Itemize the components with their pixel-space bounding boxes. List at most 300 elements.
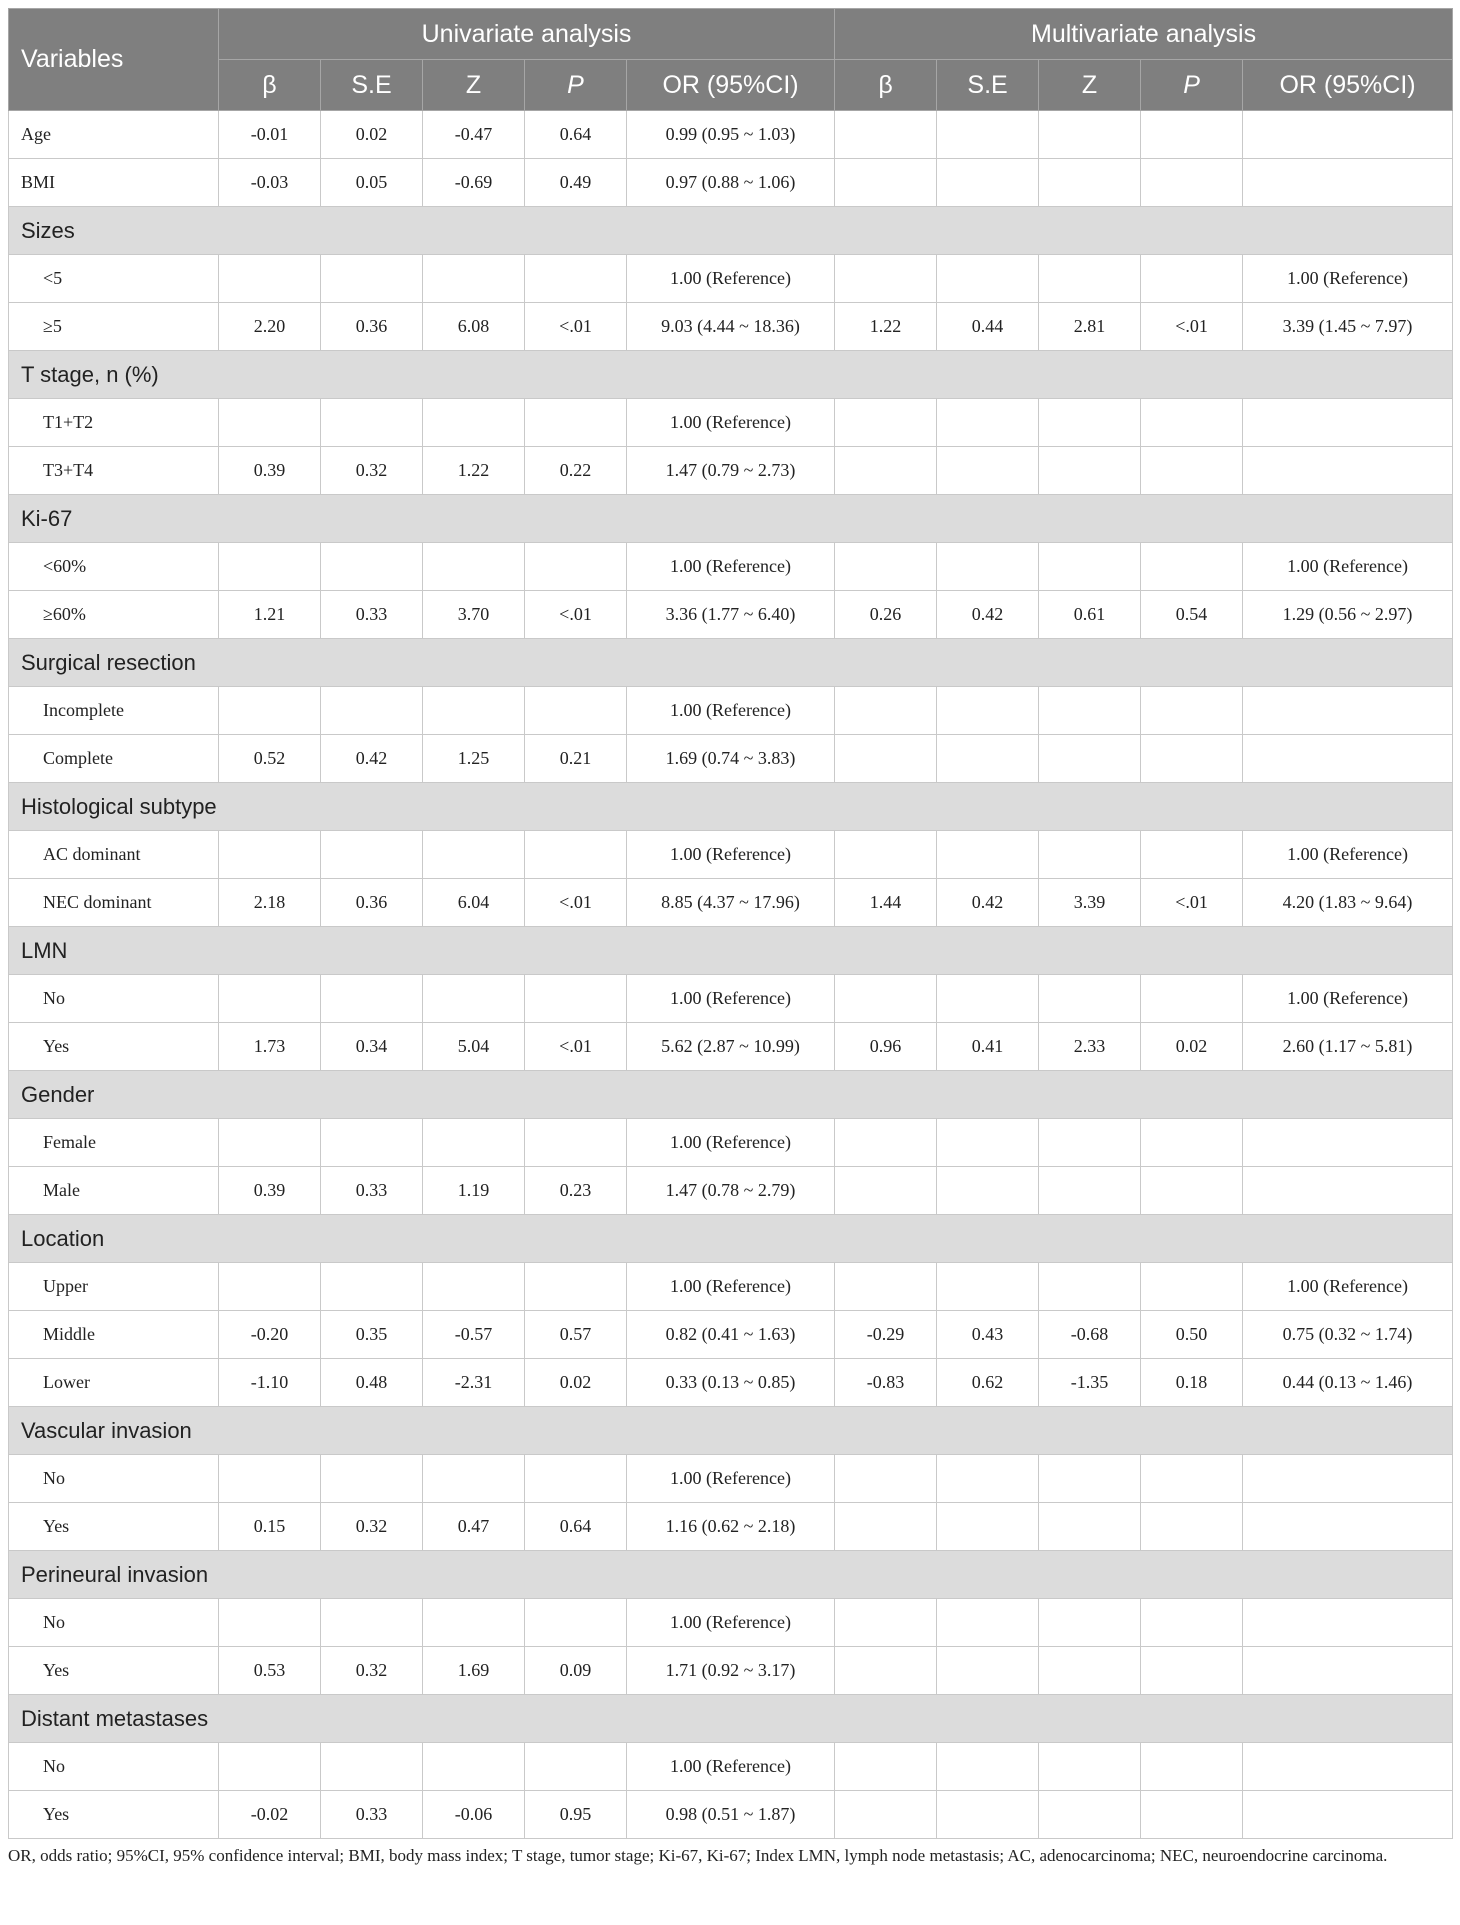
uni-beta-cell	[219, 687, 321, 735]
multi-z-cell	[1039, 399, 1141, 447]
uni-z-cell: -2.31	[423, 1359, 525, 1407]
uni-or-cell: 1.00 (Reference)	[627, 1263, 835, 1311]
multi-p-cell	[1141, 159, 1243, 207]
table-row	[9, 1455, 1453, 1503]
uni-or-cell: 1.69 (0.74 ~ 3.83)	[627, 735, 835, 783]
uni-se-cell: 0.32	[321, 1503, 423, 1551]
section-label: Distant metastases	[9, 1695, 1453, 1743]
multi-z-cell	[1039, 975, 1141, 1023]
uni-p-cell: 0.09	[525, 1647, 627, 1695]
row-label: Yes	[9, 1023, 219, 1071]
uni-z-cell: 6.08	[423, 303, 525, 351]
uni-beta-cell: 0.52	[219, 735, 321, 783]
uni-se-cell: 0.32	[321, 1647, 423, 1695]
table-row	[9, 1119, 1453, 1167]
row-label: Male	[9, 1167, 219, 1215]
uni-se-cell	[321, 543, 423, 591]
uni-beta-cell	[219, 975, 321, 1023]
multi-se-cell	[937, 735, 1039, 783]
multi-se-cell	[937, 1167, 1039, 1215]
table-footnote: OR, odds ratio; 95%CI, 95% confidence interval; BMI, body mass index; T stage, tumor stage; Ki-67, Ki-67; Index LMN, lymph node metastasis; AC, adenocarcinoma; NEC, neuroendocrine carcinoma.	[8, 1846, 1388, 1865]
multi-se-cell	[937, 1119, 1039, 1167]
uni-or-cell: 9.03 (4.44 ~ 18.36)	[627, 303, 835, 351]
multi-or-cell: 1.00 (Reference)	[1243, 831, 1453, 879]
multi-or-cell: 1.00 (Reference)	[1243, 975, 1453, 1023]
uni-p-cell: 0.57	[525, 1311, 627, 1359]
multi-se-cell	[937, 831, 1039, 879]
section-label: Ki-67	[9, 495, 1453, 543]
uni-se-cell: 0.36	[321, 303, 423, 351]
multi-beta-cell	[835, 735, 937, 783]
multi-z-cell	[1039, 1743, 1141, 1791]
multi-se-cell: 0.44	[937, 303, 1039, 351]
uni-or-cell: 0.97 (0.88 ~ 1.06)	[627, 159, 835, 207]
multi-beta-cell	[835, 1791, 937, 1839]
uni-beta-cell: -0.02	[219, 1791, 321, 1839]
section-row	[9, 495, 1453, 543]
multi-beta-cell: 0.96	[835, 1023, 937, 1071]
uni-or-cell: 1.00 (Reference)	[627, 831, 835, 879]
uni-beta-cell	[219, 399, 321, 447]
multi-se-cell: 0.62	[937, 1359, 1039, 1407]
table-row	[9, 303, 1453, 351]
multi-p-cell	[1141, 1503, 1243, 1551]
uni-or-cell: 1.47 (0.79 ~ 2.73)	[627, 447, 835, 495]
multi-p-cell	[1141, 111, 1243, 159]
multi-se-cell: 0.42	[937, 591, 1039, 639]
table-row	[9, 1263, 1453, 1311]
row-label: Middle	[9, 1311, 219, 1359]
section-row	[9, 783, 1453, 831]
uni-beta-cell: -0.01	[219, 111, 321, 159]
row-label: <5	[9, 255, 219, 303]
uni-or-cell: 5.62 (2.87 ~ 10.99)	[627, 1023, 835, 1071]
uni-beta-cell: 1.21	[219, 591, 321, 639]
multi-p-cell	[1141, 1119, 1243, 1167]
uni-z-header: Z	[423, 60, 525, 111]
uni-p-cell: 0.22	[525, 447, 627, 495]
multi-p-cell	[1141, 1791, 1243, 1839]
section-label: Location	[9, 1215, 1453, 1263]
uni-z-cell: 0.47	[423, 1503, 525, 1551]
multi-se-cell: 0.41	[937, 1023, 1039, 1071]
uni-se-cell: 0.34	[321, 1023, 423, 1071]
table-row	[9, 447, 1453, 495]
multi-se-cell	[937, 975, 1039, 1023]
multi-se-cell	[937, 111, 1039, 159]
uni-p-cell: 0.21	[525, 735, 627, 783]
multi-beta-cell	[835, 1119, 937, 1167]
multi-or-cell	[1243, 447, 1453, 495]
row-label: Yes	[9, 1647, 219, 1695]
section-row	[9, 927, 1453, 975]
row-label: Yes	[9, 1791, 219, 1839]
uni-or-cell: 1.00 (Reference)	[627, 255, 835, 303]
uni-z-cell: -0.06	[423, 1791, 525, 1839]
uni-or-cell: 1.16 (0.62 ~ 2.18)	[627, 1503, 835, 1551]
row-label: NEC dominant	[9, 879, 219, 927]
section-label: T stage, n (%)	[9, 351, 1453, 399]
uni-p-cell: 0.64	[525, 1503, 627, 1551]
multi-or-cell: 1.29 (0.56 ~ 2.97)	[1243, 591, 1453, 639]
uni-se-cell: 0.35	[321, 1311, 423, 1359]
multi-z-cell: -1.35	[1039, 1359, 1141, 1407]
uni-or-header: OR (95%CI)	[627, 60, 835, 111]
multi-beta-cell	[835, 831, 937, 879]
uni-beta-cell: 0.39	[219, 1167, 321, 1215]
uni-se-cell	[321, 1119, 423, 1167]
multi-z-cell: 0.61	[1039, 591, 1141, 639]
section-label: Surgical resection	[9, 639, 1453, 687]
table-row	[9, 1743, 1453, 1791]
multi-se-cell	[937, 1791, 1039, 1839]
multi-or-cell	[1243, 1503, 1453, 1551]
uni-or-cell: 1.00 (Reference)	[627, 975, 835, 1023]
uni-p-cell	[525, 399, 627, 447]
multi-p-cell	[1141, 1743, 1243, 1791]
uni-beta-cell	[219, 831, 321, 879]
uni-z-cell: 6.04	[423, 879, 525, 927]
table-row	[9, 255, 1453, 303]
uni-se-cell: 0.33	[321, 1791, 423, 1839]
multi-se-cell	[937, 1263, 1039, 1311]
uni-p-cell: 0.02	[525, 1359, 627, 1407]
multi-or-cell	[1243, 1119, 1453, 1167]
multi-p-cell	[1141, 1647, 1243, 1695]
multi-beta-cell	[835, 1743, 937, 1791]
multi-p-cell	[1141, 687, 1243, 735]
table-row	[9, 687, 1453, 735]
uni-z-cell	[423, 1119, 525, 1167]
uni-beta-cell: 0.39	[219, 447, 321, 495]
uni-z-cell: 1.25	[423, 735, 525, 783]
uni-or-cell: 1.47 (0.78 ~ 2.79)	[627, 1167, 835, 1215]
multi-se-cell	[937, 1503, 1039, 1551]
uni-se-cell	[321, 687, 423, 735]
multi-or-cell: 1.00 (Reference)	[1243, 1263, 1453, 1311]
table-row	[9, 543, 1453, 591]
multi-se-cell	[937, 255, 1039, 303]
multi-z-cell	[1039, 1263, 1141, 1311]
uni-se-cell: 0.36	[321, 879, 423, 927]
uni-p-cell: 0.49	[525, 159, 627, 207]
multi-z-cell: 2.81	[1039, 303, 1141, 351]
table-row	[9, 831, 1453, 879]
uni-z-cell: -0.47	[423, 111, 525, 159]
multi-p-cell	[1141, 543, 1243, 591]
regression-table	[8, 8, 1453, 1839]
uni-z-cell: -0.57	[423, 1311, 525, 1359]
uni-p-cell	[525, 255, 627, 303]
uni-p-cell: <.01	[525, 591, 627, 639]
table-row	[9, 1359, 1453, 1407]
multi-or-cell: 0.75 (0.32 ~ 1.74)	[1243, 1311, 1453, 1359]
multi-p-cell	[1141, 255, 1243, 303]
multi-p-cell	[1141, 1599, 1243, 1647]
uni-beta-cell	[219, 1743, 321, 1791]
multi-beta-cell: -0.29	[835, 1311, 937, 1359]
section-row	[9, 1215, 1453, 1263]
uni-beta-cell: -0.03	[219, 159, 321, 207]
row-label: Age	[9, 111, 219, 159]
multi-or-cell	[1243, 1167, 1453, 1215]
uni-p-cell: <.01	[525, 879, 627, 927]
uni-z-cell	[423, 1263, 525, 1311]
row-label: Complete	[9, 735, 219, 783]
uni-se-cell: 0.05	[321, 159, 423, 207]
uni-or-cell: 0.99 (0.95 ~ 1.03)	[627, 111, 835, 159]
multi-z-cell	[1039, 1791, 1141, 1839]
row-label: T1+T2	[9, 399, 219, 447]
multi-or-header: OR (95%CI)	[1243, 60, 1453, 111]
multi-z-cell	[1039, 1119, 1141, 1167]
multi-beta-cell: -0.83	[835, 1359, 937, 1407]
table-header	[9, 9, 1453, 111]
multi-or-cell	[1243, 159, 1453, 207]
multi-z-cell	[1039, 1599, 1141, 1647]
uni-z-cell: 5.04	[423, 1023, 525, 1071]
multi-beta-cell: 1.22	[835, 303, 937, 351]
multi-p-cell	[1141, 735, 1243, 783]
multi-beta-cell	[835, 111, 937, 159]
uni-se-cell: 0.02	[321, 111, 423, 159]
uni-p-cell	[525, 1119, 627, 1167]
multi-beta-cell	[835, 1263, 937, 1311]
uni-z-cell: 1.19	[423, 1167, 525, 1215]
uni-z-cell	[423, 687, 525, 735]
table-row	[9, 1167, 1453, 1215]
row-label: ≥5	[9, 303, 219, 351]
multi-beta-cell	[835, 1647, 937, 1695]
uni-z-cell: 1.69	[423, 1647, 525, 1695]
multi-or-cell	[1243, 687, 1453, 735]
multi-p-cell: 0.50	[1141, 1311, 1243, 1359]
multi-or-cell: 0.44 (0.13 ~ 1.46)	[1243, 1359, 1453, 1407]
multi-se-cell	[937, 1455, 1039, 1503]
multi-beta-cell	[835, 1167, 937, 1215]
multi-p-cell	[1141, 1167, 1243, 1215]
uni-se-header: S.E	[321, 60, 423, 111]
section-row	[9, 207, 1453, 255]
regression-table-container	[8, 8, 1452, 1867]
uni-z-cell	[423, 255, 525, 303]
row-label: T3+T4	[9, 447, 219, 495]
multi-or-cell	[1243, 111, 1453, 159]
multi-p-cell	[1141, 399, 1243, 447]
uni-or-cell: 1.00 (Reference)	[627, 1743, 835, 1791]
multi-p-cell: 0.54	[1141, 591, 1243, 639]
multi-se-cell	[937, 399, 1039, 447]
multi-p-cell: <.01	[1141, 303, 1243, 351]
multi-or-cell	[1243, 1599, 1453, 1647]
multi-beta-cell	[835, 255, 937, 303]
table-row	[9, 1311, 1453, 1359]
multi-p-cell	[1141, 831, 1243, 879]
multi-beta-cell	[835, 1503, 937, 1551]
uni-z-cell	[423, 543, 525, 591]
uni-p-cell	[525, 687, 627, 735]
multi-or-cell: 4.20 (1.83 ~ 9.64)	[1243, 879, 1453, 927]
table-row	[9, 159, 1453, 207]
table-row	[9, 975, 1453, 1023]
multi-z-cell	[1039, 735, 1141, 783]
table-row	[9, 591, 1453, 639]
section-label: Perineural invasion	[9, 1551, 1453, 1599]
uni-p-header: P	[525, 60, 627, 111]
section-row	[9, 639, 1453, 687]
multi-or-cell	[1243, 399, 1453, 447]
uni-beta-cell	[219, 543, 321, 591]
table-row	[9, 879, 1453, 927]
uni-beta-cell	[219, 1263, 321, 1311]
section-row	[9, 351, 1453, 399]
multi-or-cell: 2.60 (1.17 ~ 5.81)	[1243, 1023, 1453, 1071]
multi-p-cell	[1141, 975, 1243, 1023]
multi-beta-cell	[835, 975, 937, 1023]
multi-z-cell	[1039, 159, 1141, 207]
multi-se-cell: 0.42	[937, 879, 1039, 927]
uni-p-cell	[525, 1263, 627, 1311]
row-label: No	[9, 1599, 219, 1647]
uni-p-cell	[525, 831, 627, 879]
uni-or-cell: 1.00 (Reference)	[627, 1599, 835, 1647]
uni-z-cell	[423, 975, 525, 1023]
uni-p-cell	[525, 975, 627, 1023]
uni-beta-cell	[219, 1599, 321, 1647]
multi-beta-cell: 1.44	[835, 879, 937, 927]
uni-beta-cell: 2.20	[219, 303, 321, 351]
multi-beta-cell	[835, 447, 937, 495]
uni-se-cell	[321, 399, 423, 447]
multi-z-cell	[1039, 1455, 1141, 1503]
row-label: Lower	[9, 1359, 219, 1407]
uni-beta-cell	[219, 255, 321, 303]
uni-beta-cell: 2.18	[219, 879, 321, 927]
multi-z-cell: 2.33	[1039, 1023, 1141, 1071]
uni-beta-cell: 0.15	[219, 1503, 321, 1551]
multi-beta-cell	[835, 399, 937, 447]
multi-or-cell: 1.00 (Reference)	[1243, 255, 1453, 303]
row-label: No	[9, 975, 219, 1023]
multi-z-cell	[1039, 447, 1141, 495]
uni-p-cell: <.01	[525, 1023, 627, 1071]
multi-z-cell	[1039, 1503, 1141, 1551]
row-label: Upper	[9, 1263, 219, 1311]
multi-z-cell	[1039, 543, 1141, 591]
uni-p-cell	[525, 1455, 627, 1503]
multi-se-header: S.E	[937, 60, 1039, 111]
row-label: AC dominant	[9, 831, 219, 879]
row-label: BMI	[9, 159, 219, 207]
row-label: No	[9, 1743, 219, 1791]
uni-or-cell: 0.98 (0.51 ~ 1.87)	[627, 1791, 835, 1839]
section-label: Sizes	[9, 207, 1453, 255]
uni-se-cell: 0.48	[321, 1359, 423, 1407]
uni-se-cell	[321, 1263, 423, 1311]
uni-beta-cell: -1.10	[219, 1359, 321, 1407]
uni-z-cell	[423, 831, 525, 879]
uni-p-cell	[525, 543, 627, 591]
multi-se-cell	[937, 1599, 1039, 1647]
multi-beta-cell	[835, 687, 937, 735]
multi-or-cell	[1243, 1743, 1453, 1791]
multivariate-header: Multivariate analysis	[835, 9, 1453, 60]
table-row	[9, 735, 1453, 783]
multi-p-header: P	[1141, 60, 1243, 111]
multi-p-cell	[1141, 1455, 1243, 1503]
multi-or-cell	[1243, 1647, 1453, 1695]
table-body	[9, 111, 1453, 1839]
univariate-header: Univariate analysis	[219, 9, 835, 60]
multi-se-cell	[937, 1647, 1039, 1695]
uni-or-cell: 1.00 (Reference)	[627, 687, 835, 735]
row-label: Female	[9, 1119, 219, 1167]
table-row	[9, 399, 1453, 447]
uni-or-cell: 1.00 (Reference)	[627, 1119, 835, 1167]
section-label: Histological subtype	[9, 783, 1453, 831]
uni-z-cell	[423, 399, 525, 447]
uni-or-cell: 3.36 (1.77 ~ 6.40)	[627, 591, 835, 639]
multi-z-cell	[1039, 687, 1141, 735]
uni-or-cell: 0.33 (0.13 ~ 0.85)	[627, 1359, 835, 1407]
uni-beta-cell	[219, 1119, 321, 1167]
section-label: Vascular invasion	[9, 1407, 1453, 1455]
multi-or-cell	[1243, 735, 1453, 783]
uni-se-cell	[321, 1455, 423, 1503]
uni-p-cell: 0.23	[525, 1167, 627, 1215]
uni-or-cell: 1.71 (0.92 ~ 3.17)	[627, 1647, 835, 1695]
row-label: Incomplete	[9, 687, 219, 735]
multi-beta-cell	[835, 1455, 937, 1503]
uni-se-cell: 0.33	[321, 591, 423, 639]
multi-or-cell: 1.00 (Reference)	[1243, 543, 1453, 591]
multi-z-cell: -0.68	[1039, 1311, 1141, 1359]
section-row	[9, 1695, 1453, 1743]
multi-or-cell	[1243, 1455, 1453, 1503]
uni-z-cell: 1.22	[423, 447, 525, 495]
multi-beta-header: β	[835, 60, 937, 111]
row-label: No	[9, 1455, 219, 1503]
uni-z-cell	[423, 1599, 525, 1647]
multi-z-cell	[1039, 111, 1141, 159]
multi-se-cell	[937, 447, 1039, 495]
row-label: ≥60%	[9, 591, 219, 639]
uni-or-cell: 8.85 (4.37 ~ 17.96)	[627, 879, 835, 927]
multi-z-cell	[1039, 831, 1141, 879]
table-row	[9, 111, 1453, 159]
multi-se-cell	[937, 159, 1039, 207]
uni-or-cell: 0.82 (0.41 ~ 1.63)	[627, 1311, 835, 1359]
multi-p-cell	[1141, 1263, 1243, 1311]
multi-z-cell	[1039, 1647, 1141, 1695]
multi-or-cell	[1243, 1791, 1453, 1839]
uni-se-cell	[321, 975, 423, 1023]
multi-beta-cell	[835, 1599, 937, 1647]
uni-beta-cell: 1.73	[219, 1023, 321, 1071]
multi-se-cell	[937, 687, 1039, 735]
uni-p-cell: <.01	[525, 303, 627, 351]
uni-se-cell	[321, 831, 423, 879]
variables-header: Variables	[9, 9, 219, 111]
uni-se-cell	[321, 255, 423, 303]
row-label: Yes	[9, 1503, 219, 1551]
uni-p-cell	[525, 1599, 627, 1647]
table-row	[9, 1791, 1453, 1839]
multi-beta-cell	[835, 159, 937, 207]
uni-se-cell	[321, 1743, 423, 1791]
multi-se-cell	[937, 543, 1039, 591]
uni-or-cell: 1.00 (Reference)	[627, 1455, 835, 1503]
